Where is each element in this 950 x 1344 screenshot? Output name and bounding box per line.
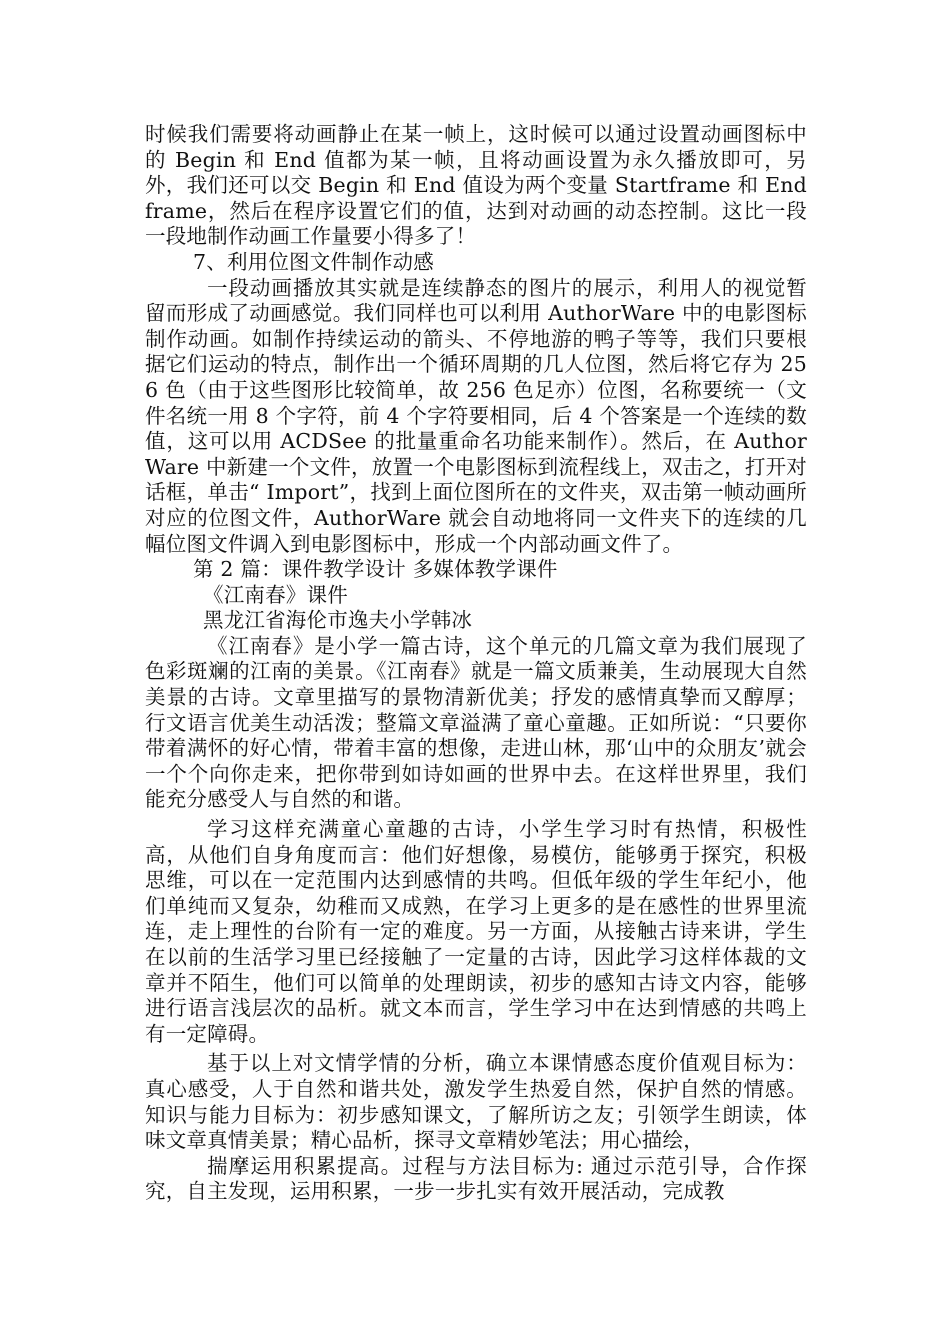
author-line: 黑龙江省海伦市逸夫小学韩冰 [203,608,473,633]
article-title: 第 2 篇：课件教学设计 多媒体教学课件 [193,557,558,582]
section-heading-bitmap-animation: 7、利用位图文件制作动感 [193,249,434,274]
paragraph-bitmap-animation: 一段动画播放其实就是连续静态的图片的展示，利用人的视觉暂留而形成了动画感觉。我们同样也可以利用 AuthorWare 中的电影图标制作动画。如制作持续运动的箭头、不停地游的鸭子等等，我们只要根据它们运动的特点，制作出一个循环周期的几人位图，然后将它存为 256 色（由于这些图形比较简单，故 256 色足亦）位图，名称要统一（文件名统一用 8 个字符，前 4 个字符要相同，后 4 个答案是一个连续的数值，这可以用 ACDSee 的批量重命名功能来制作）。然后，在 AuthorWare 中新建一个文件，放置一个电影图标到流程线上，双击之，打开对话框，单击“ Import”，找到上面位图所在的文件夹，双击第一帧动画所对应的位图文件，AuthorWare 就会自动地将同一文件夹下的连续的几幅位图文件调入到电影图标中，形成一个内部动画文件了。 [145,275,807,556]
paragraph-process-method: 揣摩运用积累提高。过程与方法目标为: 通过示范引导，合作探究，自主发现，运用积累，一步一步扎实有效开展活动，完成教 [145,1153,807,1204]
paragraph-animation-control: 时候我们需要将动画静止在某一帧上，这时候可以通过设置动画图标中的 Begin 和 End 值都为某一帧，且将动画设置为永久播放即可，另外，我们还可以交 Begin 和 End 值设为两个变量 Startframe 和 Endframe，然后在程序设置它们的值，达到对动画的动态控制。这比一段一段地制作动画工作量要小得多了！ [145,122,807,249]
document-page [145,122,807,1205]
paragraph-text-analysis: 《江南春》是小学一篇古诗，这个单元的几篇文章为我们展现了色彩斑斓的江南的美景。《江南春》就是一篇文质兼美，生动展现大自然美景的古诗。文章里描写的景物清新优美；抒发的感情真挚而又醇厚；行文语言优美生动活泼；整篇文章溢满了童心童趣。正如所说：“只要你带着满怀的好心情，带着丰富的想像，走进山林，那‘山中的众朋友’就会一个个向你走来，把你带到如诗如画的世界中去。在这样世界里，我们能充分感受人与自然的和谐。 [145,633,807,812]
paragraph-student-analysis: 学习这样充满童心童趣的古诗，小学生学习时有热情，积极性高，从他们自身角度而言：他们好想像，易模仿，能够勇于探究，积极思维，可以在一定范围内达到感情的共鸣。但低年级的学生年纪小，他们单纯而又复杂，幼稚而又成熟，在学习上更多的是在感性的世界里流连，走上理性的台阶有一定的难度。另一方面，从接触古诗来讲，学生在以前的生活学习里已经接触了一定量的古诗，因此学习这样体裁的文章并不陌生，他们可以简单的处理朗读，初步的感知古诗文内容，能够进行语言浅层次的品析。就文本而言，学生学习中在达到情感的共鸣上有一定障碍。 [145,817,807,1046]
paragraph-objectives: 基于以上对文情学情的分析，确立本课情感态度价值观目标为：真心感受，人于自然和谐共处，激发学生热爱自然，保护自然的情感。知识与能力目标为：初步感知课文，了解所访之友；引领学生朗读，体味文章真情美景；精心品析，探寻文章精妙笔法；用心描绘， [145,1051,807,1153]
courseware-title: 《江南春》课件 [203,582,348,607]
